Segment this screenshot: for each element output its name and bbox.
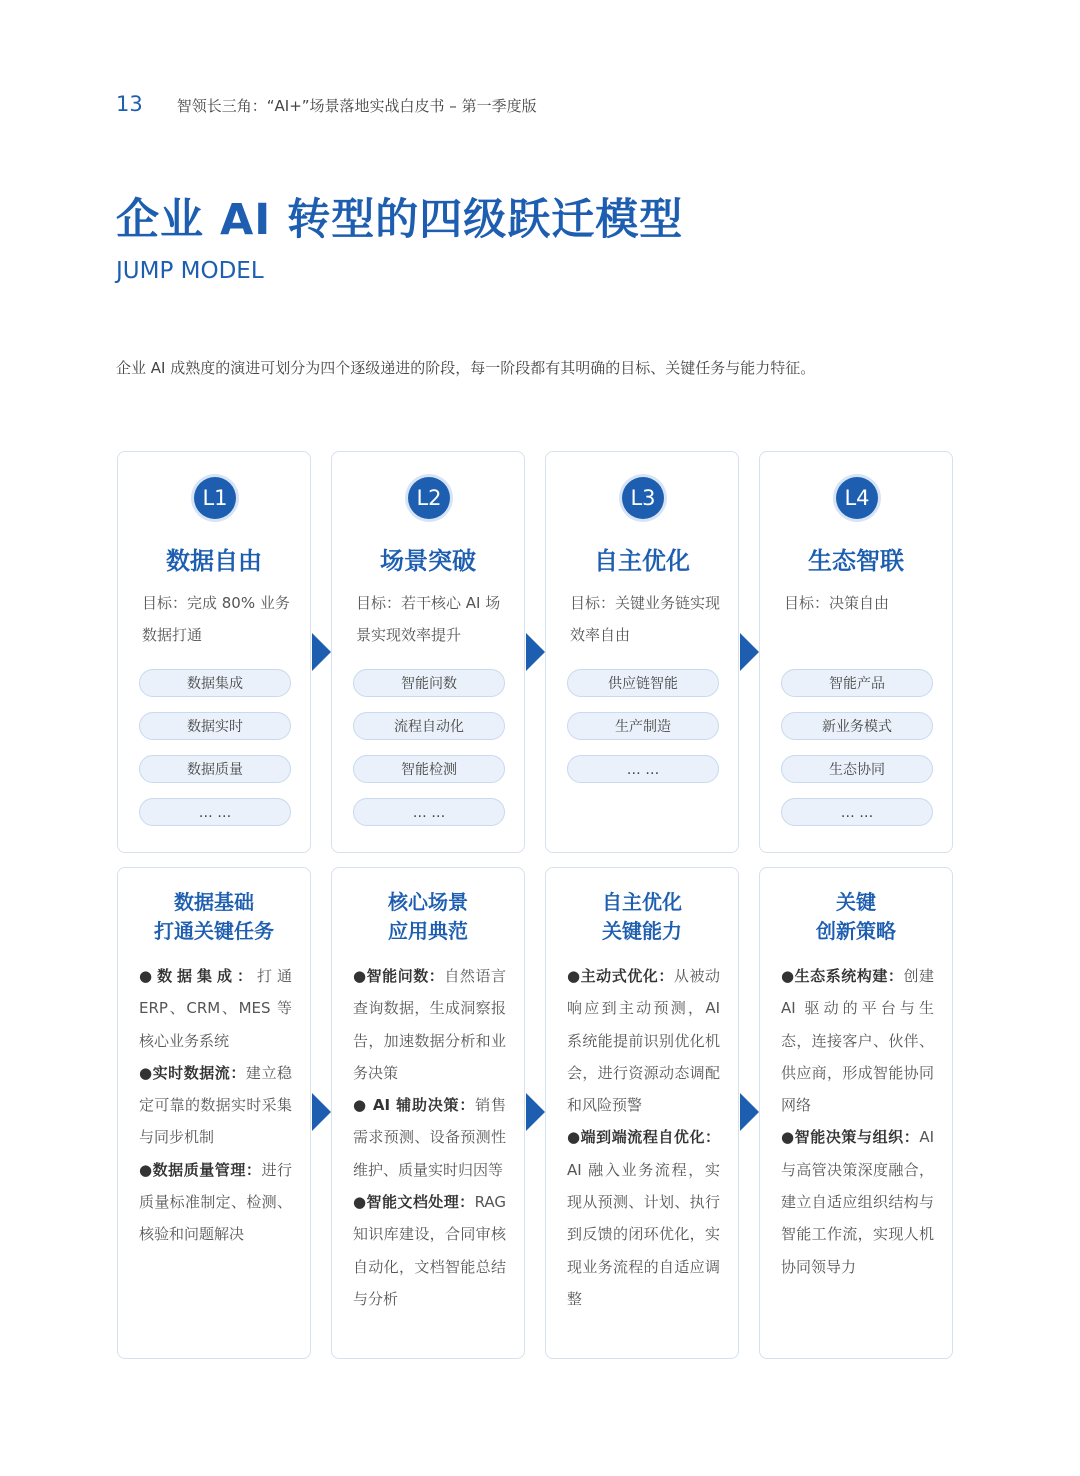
capability-tag: … … — [567, 755, 719, 783]
level-card-l2 — [331, 451, 525, 853]
task-item-text: AI 与高管决策深度融合，建立自适应组织结构与智能工作流，实现人机协同领导力 — [781, 1128, 934, 1276]
task-title — [332, 888, 524, 946]
level-badge: L3 — [622, 477, 664, 519]
level-card-l1 — [117, 451, 311, 853]
level-card-l4 — [759, 451, 953, 853]
task-title-line: 创新策略 — [816, 919, 896, 943]
task-title-line: 关键 — [836, 890, 876, 914]
task-item-text: RAG 知识库建设，合同审核自动化，文档智能总结与分析 — [353, 1193, 506, 1308]
level-goal: 目标：关键业务链实现效率自由 — [570, 594, 721, 644]
level-badge: L1 — [194, 477, 236, 519]
capability-tag: 供应链智能 — [567, 669, 719, 697]
task-body — [353, 960, 506, 1315]
level-badge: L4 — [836, 477, 878, 519]
level-title: 场景突破 — [380, 547, 476, 575]
task-item-head: ●生态系统构建： — [781, 967, 904, 985]
task-title — [118, 888, 310, 946]
task-item-head: ●端到端流程自优化： — [567, 1128, 720, 1147]
level-badge: L2 — [408, 477, 450, 519]
capability-tag: 新业务模式 — [781, 712, 933, 740]
task-body — [567, 960, 720, 1315]
task-item-head: ●主动式优化： — [567, 967, 674, 985]
task-title-line: 数据基础 — [174, 890, 254, 914]
task-item-text: 从被动响应到主动预测，AI 系统能提前识别优化机会，进行资源动态调配和风险预警 — [567, 967, 720, 1115]
capability-tag: … … — [139, 798, 291, 826]
task-card-3 — [545, 867, 739, 1359]
capability-tag: … … — [353, 798, 505, 826]
task-body — [139, 960, 292, 1251]
task-title — [546, 888, 738, 946]
page-number: 13 — [116, 92, 143, 116]
tag-list — [567, 669, 719, 798]
task-item-text: 进行质量标准制定、检测、核验和问题解决 — [139, 1160, 292, 1244]
level-goal: 目标：决策自由 — [784, 594, 890, 612]
task-item-head: ●智能文档处理： — [353, 1193, 475, 1212]
capability-tag: 智能检测 — [353, 755, 505, 783]
task-item-head: ●智能决策与组织： — [781, 1128, 920, 1147]
task-item-head: ●实时数据流： — [139, 1063, 246, 1082]
task-item-text: 打通 ERP、CRM、MES 等核心业务系统 — [139, 967, 292, 1050]
task-item-text: 建立稳定可靠的数据实时采集与同步机制 — [139, 1063, 292, 1147]
arrow-right-icon — [312, 1093, 331, 1131]
task-title — [760, 888, 952, 946]
arrow-right-icon — [740, 633, 759, 671]
task-title-line: 关键能力 — [602, 919, 682, 943]
tag-list — [781, 669, 933, 841]
header-title: 智领长三角：“AI+”场景落地实战白皮书 – 第一季度版 — [176, 97, 537, 115]
capability-tag: 数据质量 — [139, 755, 291, 783]
task-item-text: 销售需求预测、设备预测性维护、质量实时归因等 — [353, 1096, 506, 1179]
task-item-head: ●智能问数： — [353, 967, 445, 985]
task-title-line: 打通关键任务 — [154, 919, 274, 943]
tag-list — [353, 669, 505, 841]
level-goal: 目标：完成 80% 业务数据打通 — [142, 594, 290, 644]
capability-tag: … … — [781, 798, 933, 826]
tag-list — [139, 669, 291, 841]
task-card-1 — [117, 867, 311, 1359]
task-item-text: 创建 AI 驱动的平台与生态，连接客户、伙伴、供应商，形成智能协同网络 — [781, 967, 934, 1115]
page-subtitle: JUMP MODEL — [116, 258, 264, 284]
task-body — [781, 960, 934, 1283]
capability-tag: 智能问数 — [353, 669, 505, 697]
capability-tag: 数据集成 — [139, 669, 291, 697]
capability-tag: 数据实时 — [139, 712, 291, 740]
arrow-right-icon — [312, 633, 331, 671]
capability-tag: 生产制造 — [567, 712, 719, 740]
intro-text: 企业 AI 成熟度的演进可划分为四个逐级递进的阶段，每一阶段都有其明确的目标、关键任务与能力特征。 — [116, 359, 816, 377]
capability-tag: 智能产品 — [781, 669, 933, 697]
task-item-head: ●数据集成： — [139, 967, 257, 985]
task-item-head: ● AI 辅助决策： — [353, 1096, 476, 1115]
level-title: 生态智联 — [808, 547, 904, 575]
task-title-line: 核心场景 — [388, 890, 468, 914]
capability-tag: 流程自动化 — [353, 712, 505, 740]
arrow-right-icon — [740, 1093, 759, 1131]
page-title: 企业 AI 转型的四级跃迁模型 — [116, 195, 684, 245]
level-goal: 目标：若干核心 AI 场景实现效率提升 — [356, 594, 501, 644]
task-item-head: ●数据质量管理： — [139, 1160, 262, 1179]
page-header — [116, 92, 537, 116]
task-card-4 — [759, 867, 953, 1359]
level-title: 数据自由 — [166, 547, 262, 575]
task-title-line: 自主优化 — [602, 890, 682, 914]
task-title-line: 应用典范 — [388, 919, 468, 943]
level-card-l3 — [545, 451, 739, 853]
task-item-text: AI 融入业务流程，实现从预测、计划、执行到反馈的闭环优化，实现业务流程的自适应调整 — [567, 1160, 720, 1308]
arrow-right-icon — [526, 633, 545, 671]
task-card-2 — [331, 867, 525, 1359]
level-title: 自主优化 — [594, 547, 690, 575]
arrow-right-icon — [526, 1093, 545, 1131]
capability-tag: 生态协同 — [781, 755, 933, 783]
task-item-text: 自然语言查询数据，生成洞察报告，加速数据分析和业务决策 — [353, 967, 506, 1082]
